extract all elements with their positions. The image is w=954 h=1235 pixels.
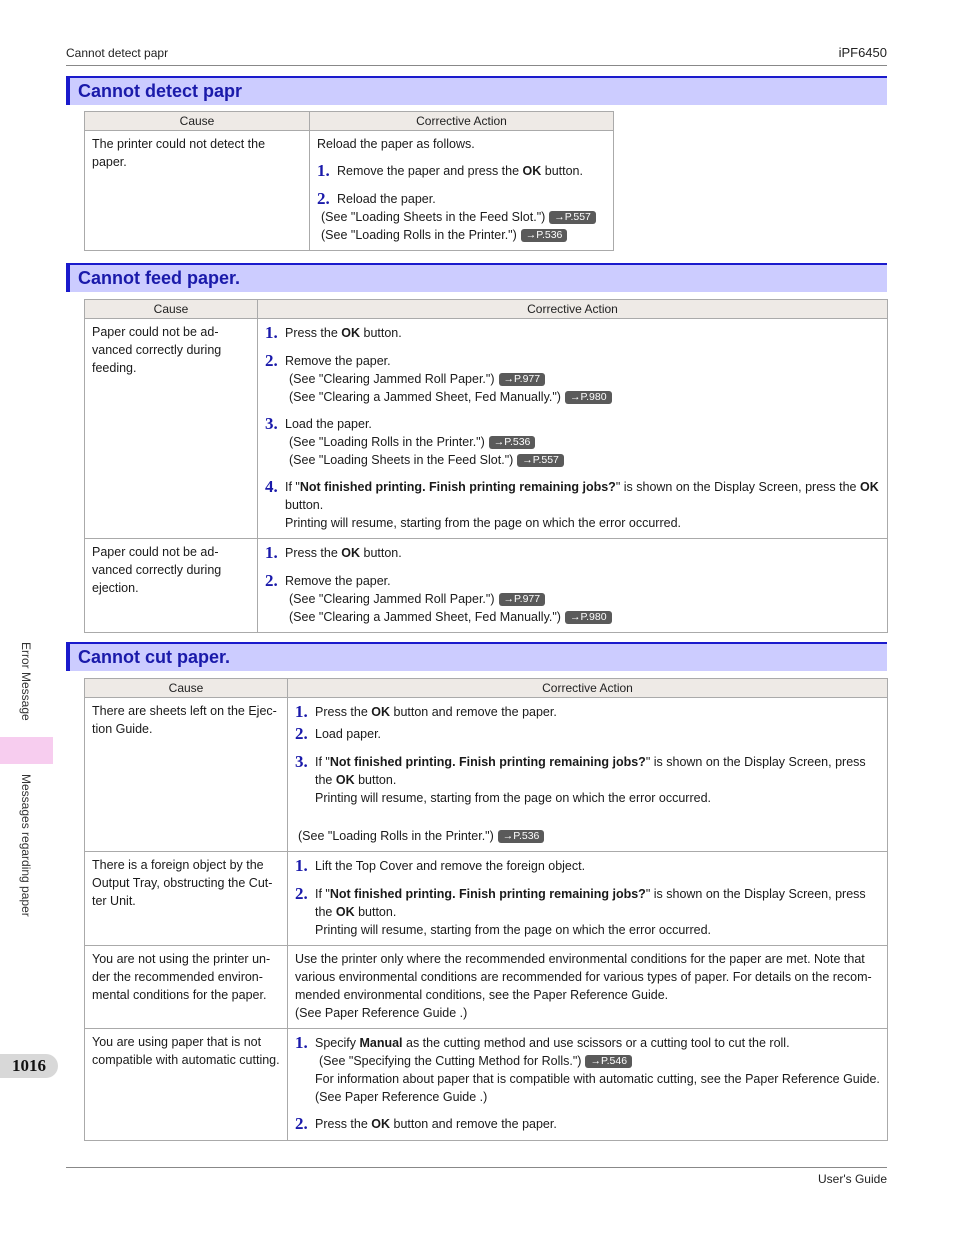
step-text: Press the <box>285 546 342 560</box>
step-number: 1. <box>295 856 308 875</box>
reference-text: (See "Loading Sheets in the Feed Slot.") <box>321 210 546 224</box>
step-item <box>265 351 880 406</box>
section-heading: Cannot detect papr <box>78 81 243 101</box>
step-bold: Not finished printing. Finish printing remaining jobs? <box>299 480 616 494</box>
column-header-action: Corrective Action <box>288 679 888 698</box>
step-text: Press the <box>315 705 372 719</box>
step-text: Specify <box>315 1036 360 1050</box>
page-ref-badge[interactable]: →P.546 <box>585 1055 632 1068</box>
step-bold: Manual <box>359 1036 403 1050</box>
reference-text: (See Paper Reference Guide .) <box>315 1090 488 1104</box>
cause-action-table-feed <box>84 299 888 633</box>
step-text: button and remove the paper. <box>390 1117 557 1131</box>
sidebar-tab-messages-paper[interactable]: Messages regarding paper <box>19 774 33 917</box>
page-ref-badge[interactable]: →P.536 <box>521 229 568 242</box>
reference-link[interactable] <box>285 608 880 626</box>
reference-text: (See "Loading Rolls in the Printer.") <box>321 228 517 242</box>
step-bold: OK <box>335 905 355 919</box>
step-bold: Not finished printing. Finish printing remaining jobs? <box>329 755 646 769</box>
step-item <box>317 161 606 181</box>
cause-cell: There is a foreign object by the Output Tray, obstructing the Cut-ter Unit. <box>85 852 288 946</box>
step-bold: OK <box>371 705 391 719</box>
reference-text: (See "Specifying the Cutting Method for Rolls.") <box>319 1054 582 1068</box>
page-ref-badge[interactable]: →P.536 <box>489 436 536 449</box>
step-item <box>265 477 880 532</box>
cause-cell: The printer could not detect the paper. <box>85 131 310 251</box>
step-text: button. <box>354 905 397 919</box>
step-bold: OK <box>371 1117 391 1131</box>
step-text: Lift the Top Cover and remove the foreign object. <box>315 859 586 873</box>
step-item <box>295 702 880 722</box>
step-text: button. <box>360 326 402 340</box>
step-number: 4. <box>265 477 278 496</box>
page-ref-badge[interactable]: →P.557 <box>549 211 596 224</box>
reference-text: (See "Clearing Jammed Roll Paper.") <box>289 372 495 386</box>
step-text: button. <box>354 773 397 787</box>
action-cell <box>288 698 888 852</box>
reference-link[interactable] <box>295 827 880 845</box>
step-text: " is shown on the Display Screen, press the <box>315 887 866 919</box>
step-item <box>295 724 880 744</box>
step-number: 3. <box>265 414 278 433</box>
step-item <box>295 752 880 807</box>
step-item <box>317 189 606 244</box>
step-text: If " <box>285 480 300 494</box>
running-header-model: iPF6450 <box>838 45 887 60</box>
step-number: 2. <box>265 571 278 590</box>
reference-text: (See "Clearing a Jammed Sheet, Fed Manually.") <box>289 610 561 624</box>
step-item <box>295 856 880 876</box>
reference-link[interactable] <box>285 590 880 608</box>
cause-action-table-cut <box>84 678 888 1141</box>
step-item <box>265 571 880 626</box>
sidebar-active-marker <box>0 737 53 764</box>
step-bold: OK <box>341 546 361 560</box>
page-ref-badge[interactable]: →P.977 <box>499 593 546 606</box>
step-text: Reload the paper. <box>337 192 436 206</box>
step-number: 1. <box>295 1033 308 1052</box>
column-header-action: Corrective Action <box>310 112 614 131</box>
step-text: button. <box>360 546 402 560</box>
section-title-cannot-detect <box>66 76 887 105</box>
table-row <box>85 946 888 1029</box>
step-bold: Not finished printing. Finish printing remaining jobs? <box>329 887 646 901</box>
step-note: Printing will resume, starting from the page on which the error occurred. <box>315 923 712 937</box>
step-number: 1. <box>317 161 330 180</box>
action-cell <box>258 539 888 633</box>
step-number: 1. <box>265 543 278 562</box>
step-item <box>295 1033 880 1106</box>
step-bold: OK <box>341 326 361 340</box>
step-text: Press the <box>315 1117 372 1131</box>
action-cell <box>288 852 888 946</box>
reference-link[interactable] <box>285 433 880 451</box>
step-number: 1. <box>265 323 278 342</box>
reference-text: (See "Clearing Jammed Roll Paper.") <box>289 592 495 606</box>
table-row <box>85 698 888 852</box>
cause-action-table-detect <box>84 111 614 251</box>
step-bold: OK <box>522 164 542 178</box>
table-row <box>85 319 888 539</box>
step-number: 2. <box>295 1114 308 1133</box>
page-ref-badge[interactable]: →P.536 <box>498 830 545 843</box>
step-text: Load the paper. <box>285 417 372 431</box>
footer-guide-name: User's Guide <box>818 1172 887 1186</box>
column-header-cause: Cause <box>85 300 258 319</box>
step-item <box>295 884 880 939</box>
section-title-cannot-cut <box>66 642 887 671</box>
cause-cell: Paper could not be ad-vanced correctly during feeding. <box>85 319 258 539</box>
reference-link[interactable] <box>285 451 880 469</box>
running-header-title: Cannot detect papr <box>66 46 169 60</box>
step-bold: OK <box>335 773 355 787</box>
reference-text: (See "Loading Rolls in the Printer.") <box>298 829 494 843</box>
action-text: Use the printer only where the recommended environmental conditions for the paper are met. Note that various environmental conditions are recommended for various types of paper. For details on the recom-mended environmental conditions, see the Paper Reference Guide. <box>295 952 872 1002</box>
action-cell <box>310 131 614 251</box>
column-header-cause: Cause <box>85 112 310 131</box>
cause-cell: You are not using the printer un-der the recommended environ-mental conditions for the paper. <box>85 946 288 1029</box>
reference-text: (See Paper Reference Guide .) <box>295 1006 468 1020</box>
step-text: button. <box>285 498 324 512</box>
column-header-cause: Cause <box>85 679 288 698</box>
step-note: Printing will resume, starting from the page on which the error occurred. <box>285 516 682 530</box>
step-note: For information about paper that is compatible with automatic cutting, see the Paper Reference Guide. <box>315 1072 880 1086</box>
reference-link[interactable] <box>317 226 606 244</box>
sidebar-tab-error-message[interactable]: Error Message <box>19 642 33 721</box>
step-item <box>265 543 880 563</box>
step-item <box>265 414 880 469</box>
header-divider <box>66 65 887 66</box>
step-number: 3. <box>295 752 308 771</box>
reference-text: (See "Loading Sheets in the Feed Slot.") <box>289 453 514 467</box>
section-heading: Cannot feed paper. <box>78 268 241 288</box>
action-cell <box>288 1029 888 1141</box>
step-note: Printing will resume, starting from the page on which the error occurred. <box>315 791 712 805</box>
step-number: 1. <box>295 702 308 721</box>
step-text: " is shown on the Display Screen, press the <box>315 755 866 787</box>
table-row <box>85 852 888 946</box>
step-bold: OK <box>859 480 879 494</box>
action-cell <box>258 319 888 539</box>
step-text: Remove the paper. <box>285 574 391 588</box>
page-number: 1016 <box>0 1054 58 1078</box>
step-number: 2. <box>265 351 278 370</box>
reference-link[interactable] <box>315 1052 880 1070</box>
cause-cell: You are using paper that is not compatible with automatic cutting. <box>85 1029 288 1141</box>
table-row <box>85 539 888 633</box>
page-ref-badge[interactable]: →P.980 <box>565 391 612 404</box>
reference-link[interactable] <box>285 370 880 388</box>
step-text: If " <box>315 755 330 769</box>
action-cell <box>288 946 888 1029</box>
step-item <box>295 1114 880 1134</box>
reference-link[interactable] <box>317 208 606 226</box>
reference-link[interactable] <box>285 388 880 406</box>
table-row <box>85 1029 888 1141</box>
reference-text: (See "Clearing a Jammed Sheet, Fed Manually.") <box>289 390 561 404</box>
action-intro: Reload the paper as follows. <box>317 137 475 151</box>
reference-text: (See "Loading Rolls in the Printer.") <box>289 435 485 449</box>
step-number: 2. <box>295 884 308 903</box>
step-text: If " <box>315 887 330 901</box>
column-header-action: Corrective Action <box>258 300 888 319</box>
cause-cell: Paper could not be ad-vanced correctly during ejection. <box>85 539 258 633</box>
step-text: " is shown on the Display Screen, press the <box>615 480 860 494</box>
section-title-cannot-feed <box>66 263 887 292</box>
step-item <box>265 323 880 343</box>
step-text: as the cutting method and use scissors or a cutting tool to cut the roll. <box>402 1036 790 1050</box>
step-text: Remove the paper and press the <box>337 164 523 178</box>
cause-cell: There are sheets left on the Ejec-tion Guide. <box>85 698 288 852</box>
page-ref-badge[interactable]: →P.977 <box>499 373 546 386</box>
footer-divider <box>66 1167 887 1168</box>
step-text: button and remove the paper. <box>390 705 557 719</box>
table-row <box>85 131 614 251</box>
step-text: Press the <box>285 326 342 340</box>
page-ref-badge[interactable]: →P.557 <box>517 454 564 467</box>
step-text: Remove the paper. <box>285 354 391 368</box>
step-text: Load paper. <box>315 727 382 741</box>
page-ref-badge[interactable]: →P.980 <box>565 611 612 624</box>
step-text: button. <box>541 164 583 178</box>
section-heading: Cannot cut paper. <box>78 647 231 667</box>
step-number: 2. <box>295 724 308 743</box>
step-number: 2. <box>317 189 330 208</box>
